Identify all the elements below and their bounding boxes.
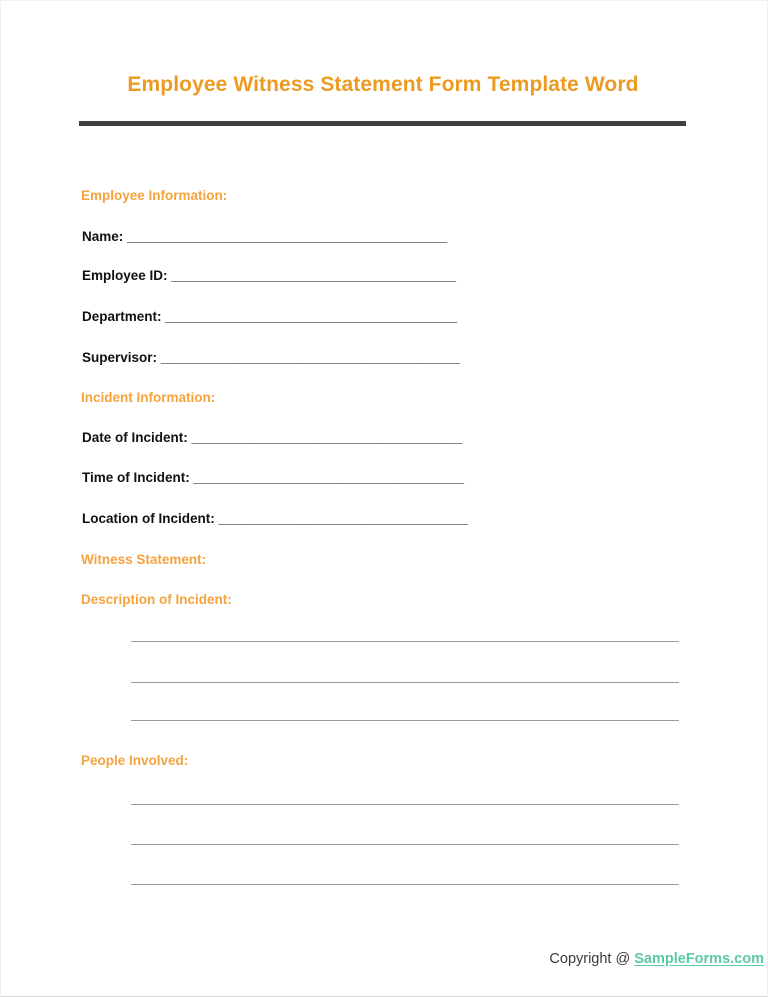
field-label-time-of-incident: Time of Incident:	[82, 470, 190, 485]
field-label-department: Department:	[82, 309, 162, 324]
field-row-date-of-incident	[82, 430, 462, 445]
field-row-location-of-incident	[82, 511, 467, 526]
writing-line-description-3[interactable]	[131, 720, 679, 721]
writing-line-people-3[interactable]	[131, 884, 679, 885]
field-label-employee-id: Employee ID:	[82, 268, 168, 283]
field-label-date-of-incident: Date of Incident:	[82, 430, 188, 445]
field-row-department	[82, 309, 457, 324]
field-row-employee-id	[82, 268, 456, 283]
field-fill-location-of-incident[interactable]: ___________________________________	[218, 511, 468, 526]
field-fill-time-of-incident[interactable]: ______________________________________	[193, 470, 464, 485]
writing-line-description-1[interactable]	[131, 641, 679, 642]
footer-copyright	[79, 951, 764, 967]
footer-copyright-text: Copyright @	[549, 951, 635, 967]
section-heading-employee-information: Employee Information:	[81, 188, 228, 203]
field-fill-supervisor[interactable]: __________________________________________	[160, 350, 460, 365]
field-row-time-of-incident	[82, 470, 464, 485]
field-fill-department[interactable]: _________________________________________	[165, 309, 457, 324]
section-heading-people-involved: People Involved:	[81, 753, 189, 768]
writing-line-people-2[interactable]	[131, 844, 679, 845]
section-heading-witness-statement: Witness Statement:	[81, 552, 207, 567]
writing-line-description-2[interactable]	[131, 682, 679, 683]
field-label-supervisor: Supervisor:	[82, 350, 158, 365]
field-label-name: Name:	[82, 229, 124, 244]
field-label-location-of-incident: Location of Incident:	[82, 511, 215, 526]
field-fill-name[interactable]: _____________________________________________	[127, 229, 447, 244]
section-heading-description-of-incident: Description of Incident:	[81, 592, 232, 607]
page-title: Employee Witness Statement Form Template Word	[127, 73, 639, 96]
field-fill-date-of-incident[interactable]: ______________________________________	[191, 430, 462, 445]
title-divider	[79, 121, 686, 126]
field-fill-employee-id[interactable]: ________________________________________	[171, 268, 456, 283]
writing-line-people-1[interactable]	[131, 804, 679, 805]
section-heading-incident-information: Incident Information:	[81, 390, 216, 405]
field-row-supervisor	[82, 350, 459, 365]
footer-sampleforms-link[interactable]: SampleForms.com	[634, 951, 764, 967]
field-row-name	[82, 229, 447, 244]
